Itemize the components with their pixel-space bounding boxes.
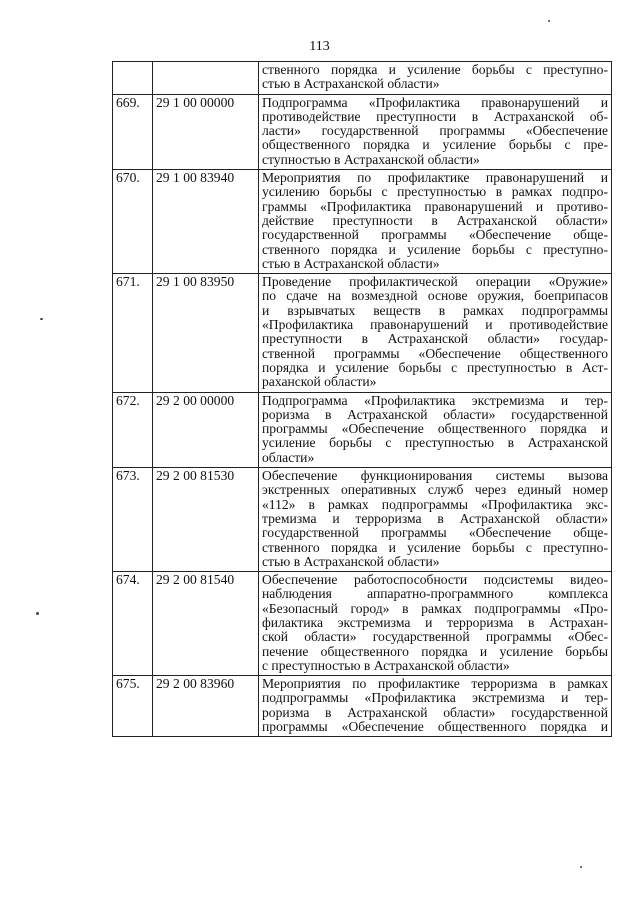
row-number: 670. — [113, 170, 153, 274]
table-row — [113, 572, 612, 676]
table-row — [113, 170, 612, 274]
description-line: Обеспечение функционирования системы вызова — [262, 468, 608, 484]
description-line: ственного порядка и усиление борьбы с преступно- — [262, 241, 608, 257]
description-line: граммы «Профилактика правонарушений и противо- — [262, 198, 608, 214]
description-line: преступности в Астраханской области» государ- — [262, 331, 608, 347]
description-line: стью в Астраханской области» — [262, 255, 440, 271]
table-row — [113, 676, 612, 737]
classification-code: 29 1 00 00000 — [153, 94, 259, 169]
table-row — [113, 392, 612, 467]
description-line: тремизма и терроризма в Астраханской области» — [262, 510, 608, 526]
description-line: стью в Астраханской области» — [262, 76, 440, 92]
description-line: государственной программы «Обеспечение обще- — [262, 227, 608, 243]
row-number: 672. — [113, 392, 153, 467]
description-line: наблюдения аппаратно-программного комплекса — [262, 586, 608, 602]
row-number: 669. — [113, 94, 153, 169]
table-row — [113, 94, 612, 169]
description-line: порядка и усиление борьбы с преступностью в Аст- — [262, 359, 608, 375]
program-description — [259, 94, 612, 169]
table-body — [113, 62, 612, 737]
description-line: подпрограммы «Профилактика экстремизма и тер- — [262, 690, 608, 706]
description-line: государственной программы «Обеспечение обще- — [262, 525, 608, 541]
description-line: общественного порядка и усиление борьбы с пре- — [262, 137, 608, 153]
description-line: стью в Астраханской области» — [262, 553, 440, 569]
description-line: по сдаче на возмездной основе оружия, боеприпасов — [262, 288, 608, 304]
description-line: «112» в рамках подпрограммы «Профилактика экс- — [262, 496, 608, 512]
description-line: Подпрограмма «Профилактика правонарушений и — [262, 94, 608, 110]
program-description — [259, 572, 612, 676]
budget-classification-table — [112, 61, 612, 737]
page-number: 113 — [309, 39, 330, 54]
description-line: Подпрограмма «Профилактика экстремизма и тер- — [262, 392, 608, 408]
classification-code: 29 1 00 83950 — [153, 274, 259, 392]
description-line: Проведение профилактической операции «Оружие» — [262, 274, 608, 290]
description-line: ственного порядка и усиление борьбы с преступно- — [262, 62, 608, 77]
description-line: ственного порядка и усиление борьбы с преступно- — [262, 539, 608, 555]
description-line: программы «Обеспечение общественного порядка и — [262, 421, 608, 437]
description-line: «Безопасный город» в рамках подпрограммы «Про- — [262, 600, 608, 616]
classification-code: 29 1 00 83940 — [153, 170, 259, 274]
table-row — [113, 62, 612, 95]
description-line: и взрывчатых веществ в рамках подпрограммы — [262, 302, 608, 318]
classification-code: 29 2 00 81530 — [153, 468, 259, 572]
scan-speck — [548, 20, 550, 22]
description-line: филактика экстремизма и терроризма в Астрахан- — [262, 614, 608, 630]
classification-code: 29 2 00 83960 — [153, 676, 259, 737]
description-line: роризма в Астраханской области» государственной — [262, 406, 608, 422]
classification-code: 29 2 00 81540 — [153, 572, 259, 676]
classification-code — [153, 62, 259, 95]
description-line: Мероприятия по профилактике терроризма в рамках — [262, 676, 608, 692]
description-line: усиление борьбы с преступностью в Астраханской — [262, 435, 608, 451]
description-line: с преступностью в Астраханской области» — [262, 657, 510, 673]
description-line: раханской области» — [262, 374, 377, 390]
description-line: области» — [262, 449, 315, 465]
row-number: 671. — [113, 274, 153, 392]
description-line: программы «Обеспечение общественного порядка и — [262, 719, 608, 735]
program-description — [259, 392, 612, 467]
scan-speck — [580, 866, 582, 868]
description-line: противодействие преступности в Астраханской об- — [262, 108, 608, 124]
scan-speck — [40, 318, 43, 320]
description-line: ской области» государственной программы «Обес- — [262, 629, 608, 645]
description-line: ступностью в Астраханской области» — [262, 151, 480, 167]
classification-code: 29 2 00 00000 — [153, 392, 259, 467]
program-description — [259, 170, 612, 274]
description-line: ственной программы «Обеспечение общественного — [262, 345, 608, 361]
description-line: Мероприятия по профилактике правонарушений и — [262, 170, 608, 186]
program-description — [259, 62, 612, 95]
description-line: роризма в Астраханской области» государственной — [262, 704, 608, 720]
description-line: ласти» государственной программы «Обеспечение — [262, 123, 608, 139]
program-description — [259, 676, 612, 737]
description-line: «Профилактика правонарушений и противодействие — [262, 317, 608, 333]
description-line: усилению борьбы с преступностью в рамках подпро- — [262, 184, 608, 200]
row-number — [113, 62, 153, 95]
row-number: 674. — [113, 572, 153, 676]
description-line: Обеспечение работоспособности подсистемы видео- — [262, 572, 608, 588]
table-row — [113, 274, 612, 392]
row-number: 675. — [113, 676, 153, 737]
row-number: 673. — [113, 468, 153, 572]
description-line: печение общественного порядка и усиление борьбы — [262, 643, 608, 659]
description-line: действие преступности в Астраханской области» — [262, 212, 608, 228]
program-description — [259, 468, 612, 572]
program-description — [259, 274, 612, 392]
scan-speck — [36, 612, 39, 615]
description-line: экстренных оперативных служб через единый номер — [262, 482, 608, 498]
table-row — [113, 468, 612, 572]
